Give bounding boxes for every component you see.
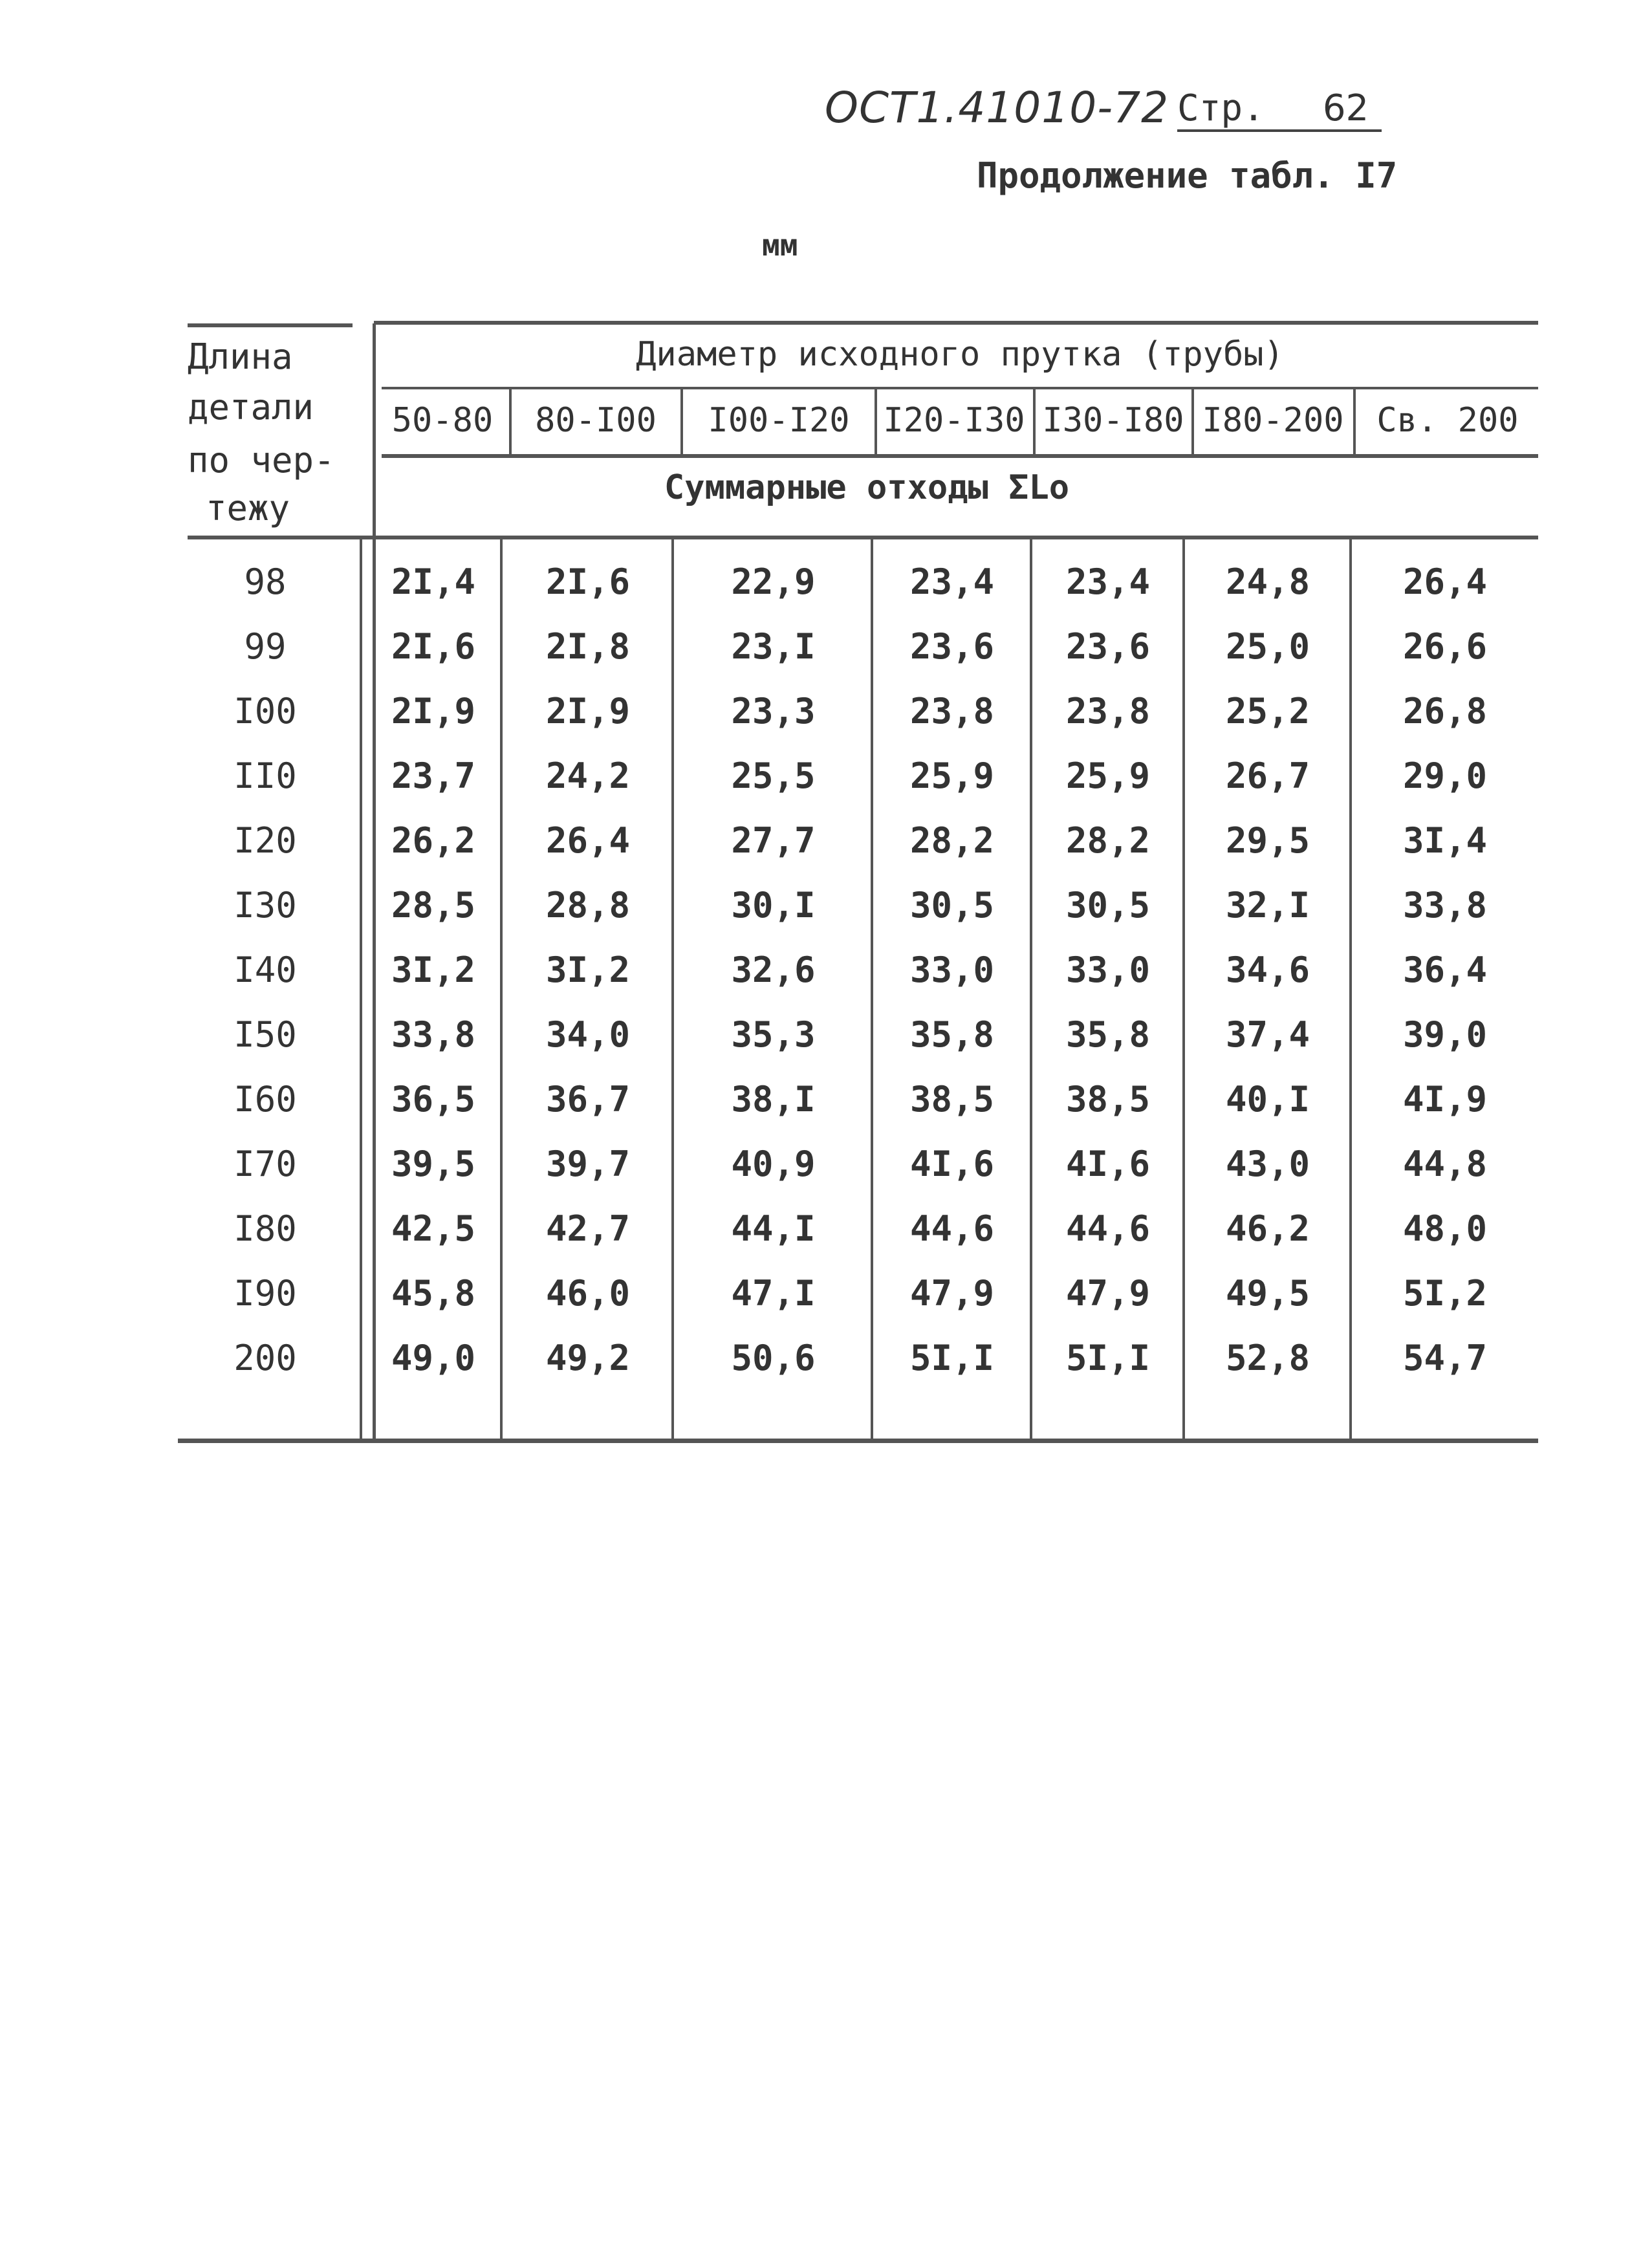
- table-cell: 23,8: [1065, 691, 1151, 732]
- row-length-label: I30: [234, 885, 297, 926]
- table-cell: 34,6: [1225, 950, 1310, 990]
- row-length-label: I20: [234, 820, 297, 861]
- table-cell: 25,5: [731, 755, 816, 796]
- table-cell: 44,8: [1402, 1144, 1488, 1184]
- page-label: Стр.: [1177, 87, 1265, 129]
- table-cell: 34,0: [545, 1014, 631, 1055]
- table-cell: 47,9: [909, 1273, 995, 1314]
- table-cell: 35,8: [909, 1014, 995, 1055]
- table-cell: 26,6: [1402, 626, 1488, 667]
- row-header-line-2: детали: [188, 387, 314, 428]
- column-header-180-200: I80-200: [1202, 401, 1344, 440]
- table-cell: 39,0: [1402, 1014, 1488, 1055]
- table-cell: 2I,9: [545, 691, 631, 732]
- table-cell: 5I,I: [909, 1338, 995, 1378]
- table-cell: 2I,8: [545, 626, 631, 667]
- column-header-120-130: I20-I30: [883, 401, 1025, 440]
- table-cell: 44,I: [731, 1208, 816, 1249]
- row-length-label: 98: [244, 561, 287, 602]
- column-header-over-200: Св. 200: [1376, 401, 1519, 440]
- table-cell: 33,0: [1065, 950, 1151, 990]
- table-cell: 25,2: [1225, 691, 1310, 732]
- table-cell: 23,6: [1065, 626, 1151, 667]
- row-header-line-4: тежу: [206, 488, 290, 528]
- row-length-label: I00: [234, 691, 297, 732]
- table-top-rule-right: [374, 321, 1538, 325]
- table-cell: 23,4: [909, 561, 995, 602]
- table-cell: 28,5: [391, 885, 476, 926]
- table-cell: 38,5: [1065, 1079, 1151, 1120]
- table-cell: 49,2: [545, 1338, 631, 1378]
- col-divider-6: [1353, 388, 1356, 455]
- table-cell: 35,8: [1065, 1014, 1151, 1055]
- table-cell: 40,I: [1225, 1079, 1310, 1120]
- table-cell: 33,8: [1402, 885, 1488, 926]
- row-length-label: I60: [234, 1079, 297, 1120]
- column-header-50-80: 50-80: [391, 401, 494, 440]
- table-cell: 47,9: [1065, 1273, 1151, 1314]
- table-cell: 33,0: [909, 950, 995, 990]
- table-cell: 42,7: [545, 1208, 631, 1249]
- row-length-label: I40: [234, 950, 297, 990]
- table-cell: 28,8: [545, 885, 631, 926]
- table-cell: 26,8: [1402, 691, 1488, 732]
- table-cell: 24,2: [545, 755, 631, 796]
- table-cell: 46,2: [1225, 1208, 1310, 1249]
- sum-title: Суммарные отходы ΣLo: [664, 468, 1070, 507]
- table-cell: 38,I: [731, 1079, 816, 1120]
- row-header-line-1: Длина: [188, 336, 293, 377]
- table-cell: 3I,4: [1402, 820, 1488, 861]
- table-cell: 47,I: [731, 1273, 816, 1314]
- table-cell: 28,2: [909, 820, 995, 861]
- table-cell: 35,3: [731, 1014, 816, 1055]
- table-cell: 22,9: [731, 561, 816, 602]
- table-cell: 52,8: [1225, 1338, 1310, 1378]
- table-cell: 30,5: [1065, 885, 1151, 926]
- table-cell: 2I,6: [545, 561, 631, 602]
- table-cell: 25,0: [1225, 626, 1310, 667]
- table-cell: 29,5: [1225, 820, 1310, 861]
- table-cell: 39,5: [391, 1144, 476, 1184]
- column-header-100-120: I00-I20: [708, 401, 850, 440]
- doc-code: ОСТ1.41010-72: [825, 83, 1169, 133]
- table-cell: 23,I: [731, 626, 816, 667]
- table-cell: 36,5: [391, 1079, 476, 1120]
- row-header-line-3: по чер-: [188, 440, 335, 481]
- row-length-label: II0: [234, 755, 297, 796]
- table-cell: 28,2: [1065, 820, 1151, 861]
- header-bottom-rule: [188, 536, 1538, 539]
- table-cell: 44,6: [1065, 1208, 1151, 1249]
- table-cell: 32,6: [731, 950, 816, 990]
- table-cell: 44,6: [909, 1208, 995, 1249]
- table-cell: 2I,9: [391, 691, 476, 732]
- table-cell: 30,I: [731, 885, 816, 926]
- table-cell: 54,7: [1402, 1338, 1488, 1378]
- table-bottom-rule: [178, 1439, 1538, 1443]
- unit-label: мм: [762, 228, 798, 263]
- row-length-label: 200: [234, 1338, 297, 1378]
- table-cell: 37,4: [1225, 1014, 1310, 1055]
- table-cell: 32,I: [1225, 885, 1310, 926]
- table-cell: 50,6: [731, 1338, 816, 1378]
- page-indicator: [1177, 87, 1382, 132]
- table-top-rule-left: [188, 323, 353, 327]
- table-cell: 5I,I: [1065, 1338, 1151, 1378]
- column-header-130-180: I30-I80: [1042, 401, 1184, 440]
- table-cell: 26,4: [1402, 561, 1488, 602]
- table-cell: 49,0: [391, 1338, 476, 1378]
- table-cell: 2I,6: [391, 626, 476, 667]
- table-cell: 3I,2: [545, 950, 631, 990]
- table-cell: 38,5: [909, 1079, 995, 1120]
- table-cell: 43,0: [1225, 1144, 1310, 1184]
- table-cell: 45,8: [391, 1273, 476, 1314]
- table-cell: 23,6: [909, 626, 995, 667]
- row-length-label: I90: [234, 1273, 297, 1314]
- table-cell: 42,5: [391, 1208, 476, 1249]
- table-cell: 25,9: [909, 755, 995, 796]
- table-cell: 49,5: [1225, 1273, 1310, 1314]
- table-cell: 23,7: [391, 755, 476, 796]
- table-cell: 29,0: [1402, 755, 1488, 796]
- table-cell: 26,2: [391, 820, 476, 861]
- table-cell: 33,8: [391, 1014, 476, 1055]
- row-length-label: I70: [234, 1144, 297, 1184]
- table-cell: 40,9: [731, 1144, 816, 1184]
- table-continuation-title: Продолжение табл. I7: [977, 155, 1398, 196]
- table-cell: 4I,6: [909, 1144, 995, 1184]
- header-divider-2: [382, 454, 1538, 458]
- row-length-label: I50: [234, 1014, 297, 1055]
- column-header-80-100: 80-I00: [535, 401, 657, 440]
- table-cell: 39,7: [545, 1144, 631, 1184]
- table-cell: 36,4: [1402, 950, 1488, 990]
- row-length-label: I80: [234, 1208, 297, 1249]
- table-cell: 4I,6: [1065, 1144, 1151, 1184]
- table-cell: 23,4: [1065, 561, 1151, 602]
- header-divider-1: [382, 387, 1538, 389]
- table-cell: 23,3: [731, 691, 816, 732]
- table-cell: 48,0: [1402, 1208, 1488, 1249]
- table-cell: 25,9: [1065, 755, 1151, 796]
- table-cell: 27,7: [731, 820, 816, 861]
- table-cell: 23,8: [909, 691, 995, 732]
- table-cell: 4I,9: [1402, 1079, 1488, 1120]
- diameter-title: Диаметр исходного прутка (трубы): [636, 335, 1284, 374]
- table-cell: 46,0: [545, 1273, 631, 1314]
- table-cell: 5I,2: [1402, 1273, 1488, 1314]
- table-cell: 24,8: [1225, 561, 1310, 602]
- page-number: 62: [1322, 87, 1369, 129]
- table-cell: 30,5: [909, 885, 995, 926]
- table-cell: 3I,2: [391, 950, 476, 990]
- col-divider-2: [680, 388, 683, 455]
- table-cell: 36,7: [545, 1079, 631, 1120]
- table-cell: 26,4: [545, 820, 631, 861]
- table-cell: 2I,4: [391, 561, 476, 602]
- row-length-label: 99: [244, 626, 287, 667]
- col-divider-1: [509, 388, 512, 455]
- table-cell: 26,7: [1225, 755, 1310, 796]
